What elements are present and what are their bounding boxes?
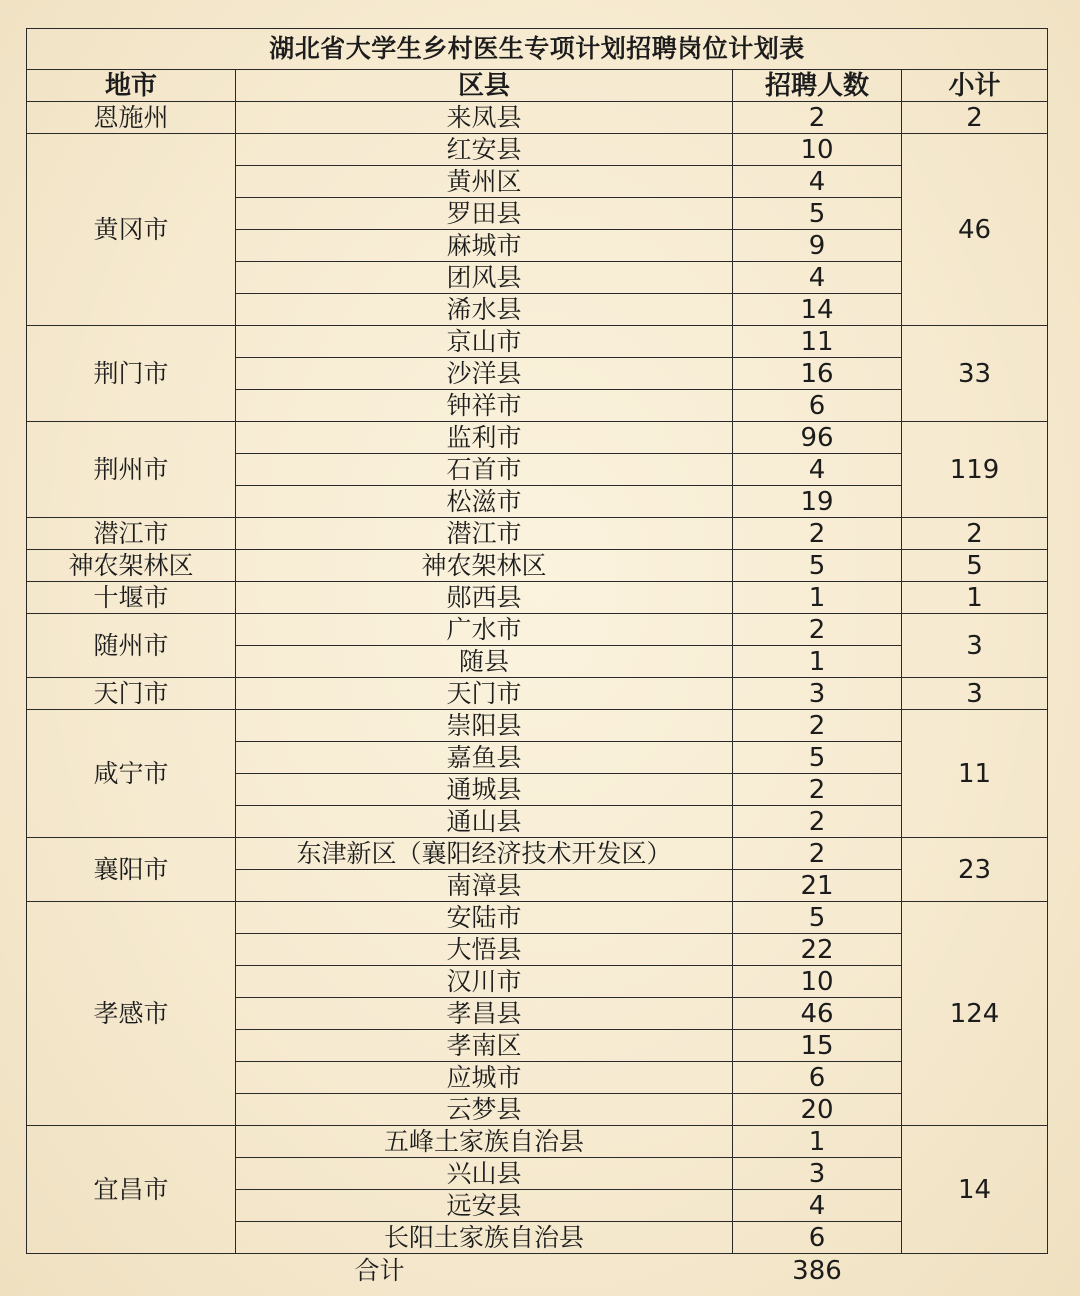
count-cell: 16 xyxy=(733,358,902,390)
header-row xyxy=(27,70,1048,102)
county-cell: 汉川市 xyxy=(236,966,733,998)
count-cell: 5 xyxy=(733,902,902,934)
city-cell: 天门市 xyxy=(27,678,236,710)
table-row xyxy=(27,134,1048,166)
county-cell: 罗田县 xyxy=(236,198,733,230)
city-cell: 潜江市 xyxy=(27,518,236,550)
total-value: 386 xyxy=(792,1256,842,1286)
city-cell: 咸宁市 xyxy=(27,710,236,838)
count-cell: 4 xyxy=(733,262,902,294)
county-cell: 兴山县 xyxy=(236,1158,733,1190)
count-cell: 5 xyxy=(733,198,902,230)
subtotal-cell: 124 xyxy=(902,902,1048,1126)
count-cell: 15 xyxy=(733,1030,902,1062)
city-cell: 孝感市 xyxy=(27,902,236,1126)
subtotal-cell: 33 xyxy=(902,326,1048,422)
county-cell: 嘉鱼县 xyxy=(236,742,733,774)
county-cell: 孝昌县 xyxy=(236,998,733,1030)
subtotal-cell: 11 xyxy=(902,710,1048,838)
count-cell: 46 xyxy=(733,998,902,1030)
county-cell: 来凤县 xyxy=(236,102,733,134)
subtotal-cell: 119 xyxy=(902,422,1048,518)
subtotal-cell: 5 xyxy=(902,550,1048,582)
county-cell: 南漳县 xyxy=(236,870,733,902)
table-row xyxy=(27,678,1048,710)
city-cell: 荆门市 xyxy=(27,326,236,422)
county-cell: 广水市 xyxy=(236,614,733,646)
county-cell: 京山市 xyxy=(236,326,733,358)
county-cell: 远安县 xyxy=(236,1190,733,1222)
count-cell: 5 xyxy=(733,742,902,774)
subtotal-cell: 2 xyxy=(902,102,1048,134)
count-cell: 10 xyxy=(733,966,902,998)
title-row xyxy=(27,29,1048,70)
city-cell: 襄阳市 xyxy=(27,838,236,902)
count-cell: 6 xyxy=(733,1222,902,1254)
table-row xyxy=(27,710,1048,742)
recruitment-table xyxy=(26,28,1048,1288)
county-cell: 沙洋县 xyxy=(236,358,733,390)
table-row xyxy=(27,1126,1048,1158)
total-row xyxy=(27,1254,1048,1289)
city-cell: 黄冈市 xyxy=(27,134,236,326)
table-row xyxy=(27,582,1048,614)
count-cell: 14 xyxy=(733,294,902,326)
count-cell: 3 xyxy=(733,1158,902,1190)
subtotal-cell: 3 xyxy=(902,678,1048,710)
table-row xyxy=(27,838,1048,870)
table-title: 湖北省大学生乡村医生专项计划招聘岗位计划表 xyxy=(27,29,1048,70)
table-row xyxy=(27,422,1048,454)
count-cell: 11 xyxy=(733,326,902,358)
count-cell: 1 xyxy=(733,582,902,614)
county-cell: 云梦县 xyxy=(236,1094,733,1126)
count-cell: 2 xyxy=(733,838,902,870)
city-cell: 荆州市 xyxy=(27,422,236,518)
count-cell: 2 xyxy=(733,102,902,134)
county-cell: 潜江市 xyxy=(236,518,733,550)
count-cell: 4 xyxy=(733,166,902,198)
county-cell: 大悟县 xyxy=(236,934,733,966)
count-cell: 1 xyxy=(733,1126,902,1158)
table-row xyxy=(27,550,1048,582)
count-cell: 5 xyxy=(733,550,902,582)
county-cell: 麻城市 xyxy=(236,230,733,262)
total-label: 合计 xyxy=(354,1256,405,1285)
table-row xyxy=(27,326,1048,358)
table-row xyxy=(27,518,1048,550)
county-cell: 松滋市 xyxy=(236,486,733,518)
city-cell: 宜昌市 xyxy=(27,1126,236,1254)
count-cell: 2 xyxy=(733,710,902,742)
subtotal-cell: 23 xyxy=(902,838,1048,902)
county-cell: 监利市 xyxy=(236,422,733,454)
county-cell: 通山县 xyxy=(236,806,733,838)
count-cell: 20 xyxy=(733,1094,902,1126)
count-cell: 2 xyxy=(733,614,902,646)
count-cell: 3 xyxy=(733,678,902,710)
recruitment-plan-sheet xyxy=(26,28,1047,1288)
county-cell: 钟祥市 xyxy=(236,390,733,422)
city-cell: 神农架林区 xyxy=(27,550,236,582)
header-count: 招聘人数 xyxy=(733,70,902,102)
header-county: 区县 xyxy=(236,70,733,102)
count-cell: 9 xyxy=(733,230,902,262)
county-cell: 随县 xyxy=(236,646,733,678)
county-cell: 五峰土家族自治县 xyxy=(236,1126,733,1158)
county-cell: 安陆市 xyxy=(236,902,733,934)
header-subtotal: 小计 xyxy=(902,70,1048,102)
count-cell: 4 xyxy=(733,454,902,486)
count-cell: 1 xyxy=(733,646,902,678)
city-cell: 十堰市 xyxy=(27,582,236,614)
county-cell: 通城县 xyxy=(236,774,733,806)
subtotal-cell: 46 xyxy=(902,134,1048,326)
county-cell: 红安县 xyxy=(236,134,733,166)
city-cell: 恩施州 xyxy=(27,102,236,134)
subtotal-cell: 3 xyxy=(902,614,1048,678)
count-cell: 4 xyxy=(733,1190,902,1222)
county-cell: 黄州区 xyxy=(236,166,733,198)
county-cell: 天门市 xyxy=(236,678,733,710)
county-cell: 东津新区（襄阳经济技术开发区） xyxy=(236,838,733,870)
county-cell: 孝南区 xyxy=(236,1030,733,1062)
county-cell: 石首市 xyxy=(236,454,733,486)
table-row xyxy=(27,614,1048,646)
subtotal-cell: 14 xyxy=(902,1126,1048,1254)
count-cell: 10 xyxy=(733,134,902,166)
subtotal-cell: 2 xyxy=(902,518,1048,550)
table-row xyxy=(27,102,1048,134)
count-cell: 19 xyxy=(733,486,902,518)
count-cell: 96 xyxy=(733,422,902,454)
count-cell: 6 xyxy=(733,390,902,422)
header-city: 地市 xyxy=(27,70,236,102)
count-cell: 6 xyxy=(733,1062,902,1094)
table-row xyxy=(27,902,1048,934)
county-cell: 团风县 xyxy=(236,262,733,294)
county-cell: 郧西县 xyxy=(236,582,733,614)
count-cell: 21 xyxy=(733,870,902,902)
count-cell: 2 xyxy=(733,774,902,806)
county-cell: 崇阳县 xyxy=(236,710,733,742)
count-cell: 2 xyxy=(733,518,902,550)
county-cell: 长阳土家族自治县 xyxy=(236,1222,733,1254)
table-body xyxy=(27,102,1048,1254)
subtotal-cell: 1 xyxy=(902,582,1048,614)
county-cell: 浠水县 xyxy=(236,294,733,326)
count-cell: 2 xyxy=(733,806,902,838)
count-cell: 22 xyxy=(733,934,902,966)
county-cell: 应城市 xyxy=(236,1062,733,1094)
city-cell: 随州市 xyxy=(27,614,236,678)
county-cell: 神农架林区 xyxy=(236,550,733,582)
